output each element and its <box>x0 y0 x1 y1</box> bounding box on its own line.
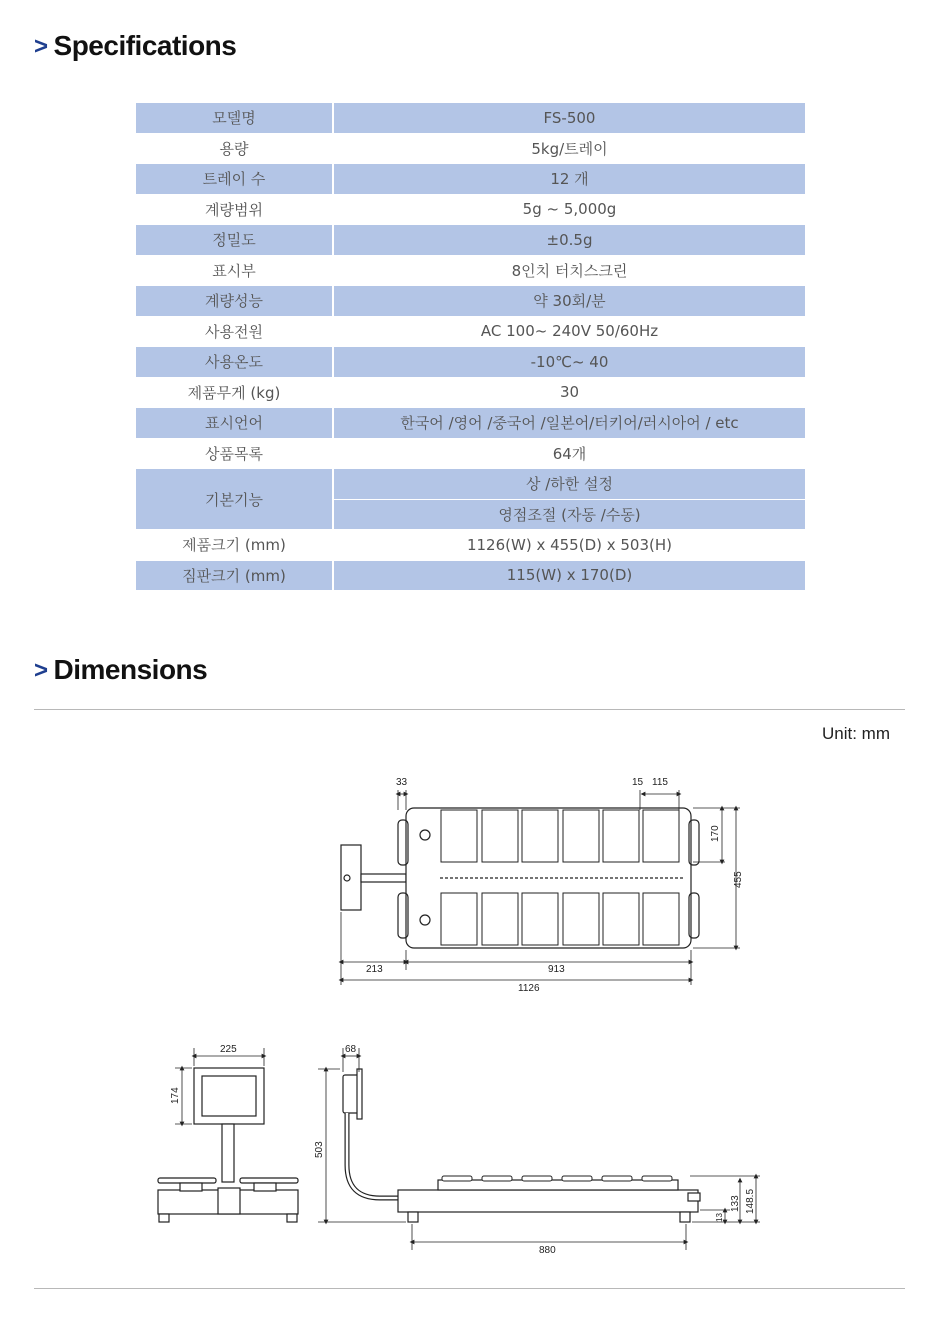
row-label: 정밀도 <box>136 225 334 256</box>
dimensions-title: Dimensions <box>53 654 208 685</box>
dim-label: 33 <box>396 777 408 788</box>
row-value: 30 <box>334 378 805 409</box>
row-value: 64개 <box>334 439 805 470</box>
row-value: 8인치 터치스크린 <box>334 256 805 287</box>
row-value: FS-500 <box>334 103 805 134</box>
row-value: 115(W) x 170(D) <box>334 561 805 592</box>
dim-label: 68 <box>345 1044 357 1055</box>
row-label: 기본기능 <box>136 469 334 530</box>
row-value: -10℃~ 40 <box>334 347 805 378</box>
unit-label: Unit: mm <box>822 724 890 743</box>
row-label: 사용전원 <box>136 317 334 348</box>
dim-label: 880 <box>539 1245 556 1256</box>
row-value: 약 30회/분 <box>334 286 805 317</box>
dim-label: 503 <box>314 1141 325 1158</box>
row-value: 5g ~ 5,000g <box>334 195 805 226</box>
row-value: 상 /하한 설정 <box>334 469 805 500</box>
dim-label: 913 <box>548 964 565 975</box>
chevron-right-icon: > <box>34 33 48 60</box>
dim-label: 148.5 <box>745 1188 756 1214</box>
row-label: 트레이 수 <box>136 164 334 195</box>
row-value: AC 100~ 240V 50/60Hz <box>334 317 805 348</box>
row-label: 짐판크기 (mm) <box>136 561 334 592</box>
row-label: 표시언어 <box>136 408 334 439</box>
row-label: 사용온도 <box>136 347 334 378</box>
row-label: 표시부 <box>136 256 334 287</box>
dim-label: 133 <box>730 1195 741 1212</box>
row-label: 제품크기 (mm) <box>136 530 334 561</box>
row-value: 5kg/트레이 <box>334 134 805 165</box>
side-dimension-lines <box>318 1048 760 1250</box>
dim-label: 1126 <box>518 983 540 994</box>
dim-label: 225 <box>220 1044 237 1055</box>
dim-label: 174 <box>170 1087 181 1104</box>
dim-label: 115 <box>652 777 668 788</box>
row-value: ±0.5g <box>334 225 805 256</box>
row-label: 계량성능 <box>136 286 334 317</box>
row-label: 제품무게 (kg) <box>136 378 334 409</box>
dim-label: 15 <box>632 777 644 788</box>
specifications-title: Specifications <box>53 30 237 61</box>
row-label: 상품목록 <box>136 439 334 470</box>
row-value: 한국어 /영어 /중국어 /일본어/터키어/러시아어 / etc <box>334 408 805 439</box>
dim-label: 13 <box>715 1213 724 1222</box>
dim-label: 455 <box>733 871 744 888</box>
row-label: 용량 <box>136 134 334 165</box>
row-label: 계량범위 <box>136 195 334 226</box>
dim-label: 170 <box>710 825 721 842</box>
row-value: 12 개 <box>334 164 805 195</box>
side-view-drawing <box>343 1069 700 1222</box>
chevron-right-icon: > <box>34 657 48 684</box>
row-value: 1126(W) x 455(D) x 503(H) <box>334 530 805 561</box>
divider <box>34 1288 905 1289</box>
dim-label: 213 <box>366 964 383 975</box>
row-value: 영점조절 (자동 /수동) <box>334 500 805 531</box>
row-label: 모델명 <box>136 103 334 134</box>
